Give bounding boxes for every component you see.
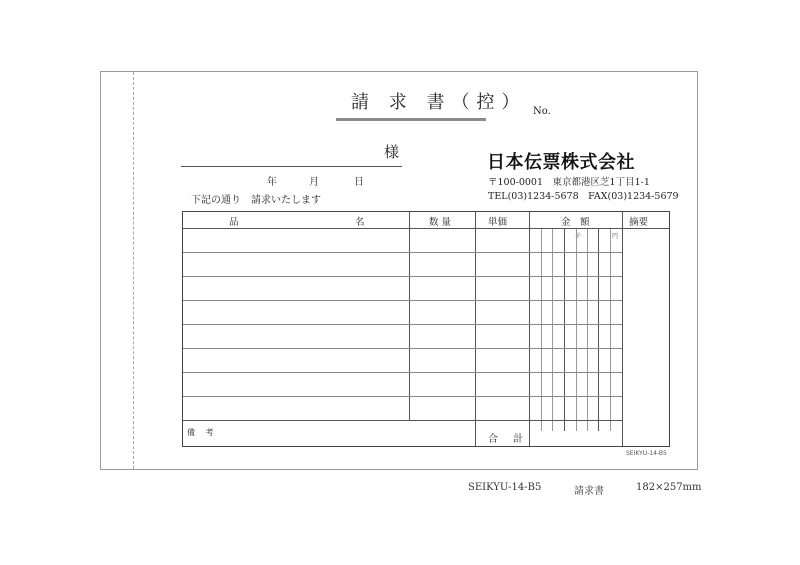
column-divider — [409, 212, 410, 446]
perforation-line — [133, 72, 134, 469]
column-divider — [529, 212, 530, 446]
month-label: 月 — [309, 177, 319, 188]
remarks-mask — [409, 421, 410, 446]
company-name: 日本伝票株式会社 — [487, 152, 635, 173]
day-label: 日 — [354, 177, 364, 188]
header-quantity: 数 量 — [429, 217, 452, 228]
row-divider — [183, 324, 622, 325]
caption-name: 請求書 — [574, 486, 604, 497]
column-divider — [475, 212, 476, 446]
digit-divider — [552, 229, 553, 431]
form-title: 請 求 書（控） — [351, 92, 527, 113]
header-item-a: 品 — [229, 217, 239, 228]
digit-divider — [598, 229, 599, 431]
digit-divider — [587, 229, 588, 431]
form-code: SEIKYU-14-B5 — [626, 450, 667, 457]
company-address: 〒100-0001 東京都港区芝1丁目1-1 — [488, 177, 650, 188]
recipient-line — [181, 166, 402, 167]
header-divider — [183, 228, 669, 229]
title-underline — [336, 118, 486, 121]
remarks-divider — [183, 420, 622, 421]
company-phone-fax: TEL(03)1234-5678 FAX(03)1234-5679 — [488, 191, 679, 202]
honorific-label: 様 — [384, 143, 400, 161]
invoice-form — [100, 71, 698, 470]
year-label: 年 — [267, 177, 277, 188]
row-divider — [183, 276, 622, 277]
remarks-label: 備 考 — [187, 428, 218, 437]
header-summary: 摘要 — [629, 217, 649, 228]
row-divider — [183, 372, 622, 373]
caption-code: SEIKYU-14-B5 — [468, 482, 542, 493]
column-divider — [622, 212, 623, 446]
header-unit-price: 単価 — [488, 217, 508, 228]
digit-divider — [564, 229, 565, 431]
total-label: 合 計 — [488, 434, 530, 445]
row-divider — [183, 252, 622, 253]
row-divider — [183, 300, 622, 301]
caption-size: 182×257mm — [636, 482, 702, 493]
line-items-table — [182, 211, 670, 447]
digit-divider — [541, 229, 542, 431]
digit-divider — [610, 229, 611, 431]
number-label: No. — [533, 106, 551, 117]
header-amount: 金 額 — [561, 217, 590, 228]
digit-divider — [576, 229, 577, 431]
greeting-text: 下記の通り 請求いたします — [191, 195, 321, 206]
header-item-b: 名 — [355, 217, 365, 228]
unit-yen-label: 円 — [612, 233, 619, 240]
unit-thousand-label: 千 — [575, 233, 582, 240]
row-divider — [183, 348, 622, 349]
row-divider — [183, 396, 622, 397]
